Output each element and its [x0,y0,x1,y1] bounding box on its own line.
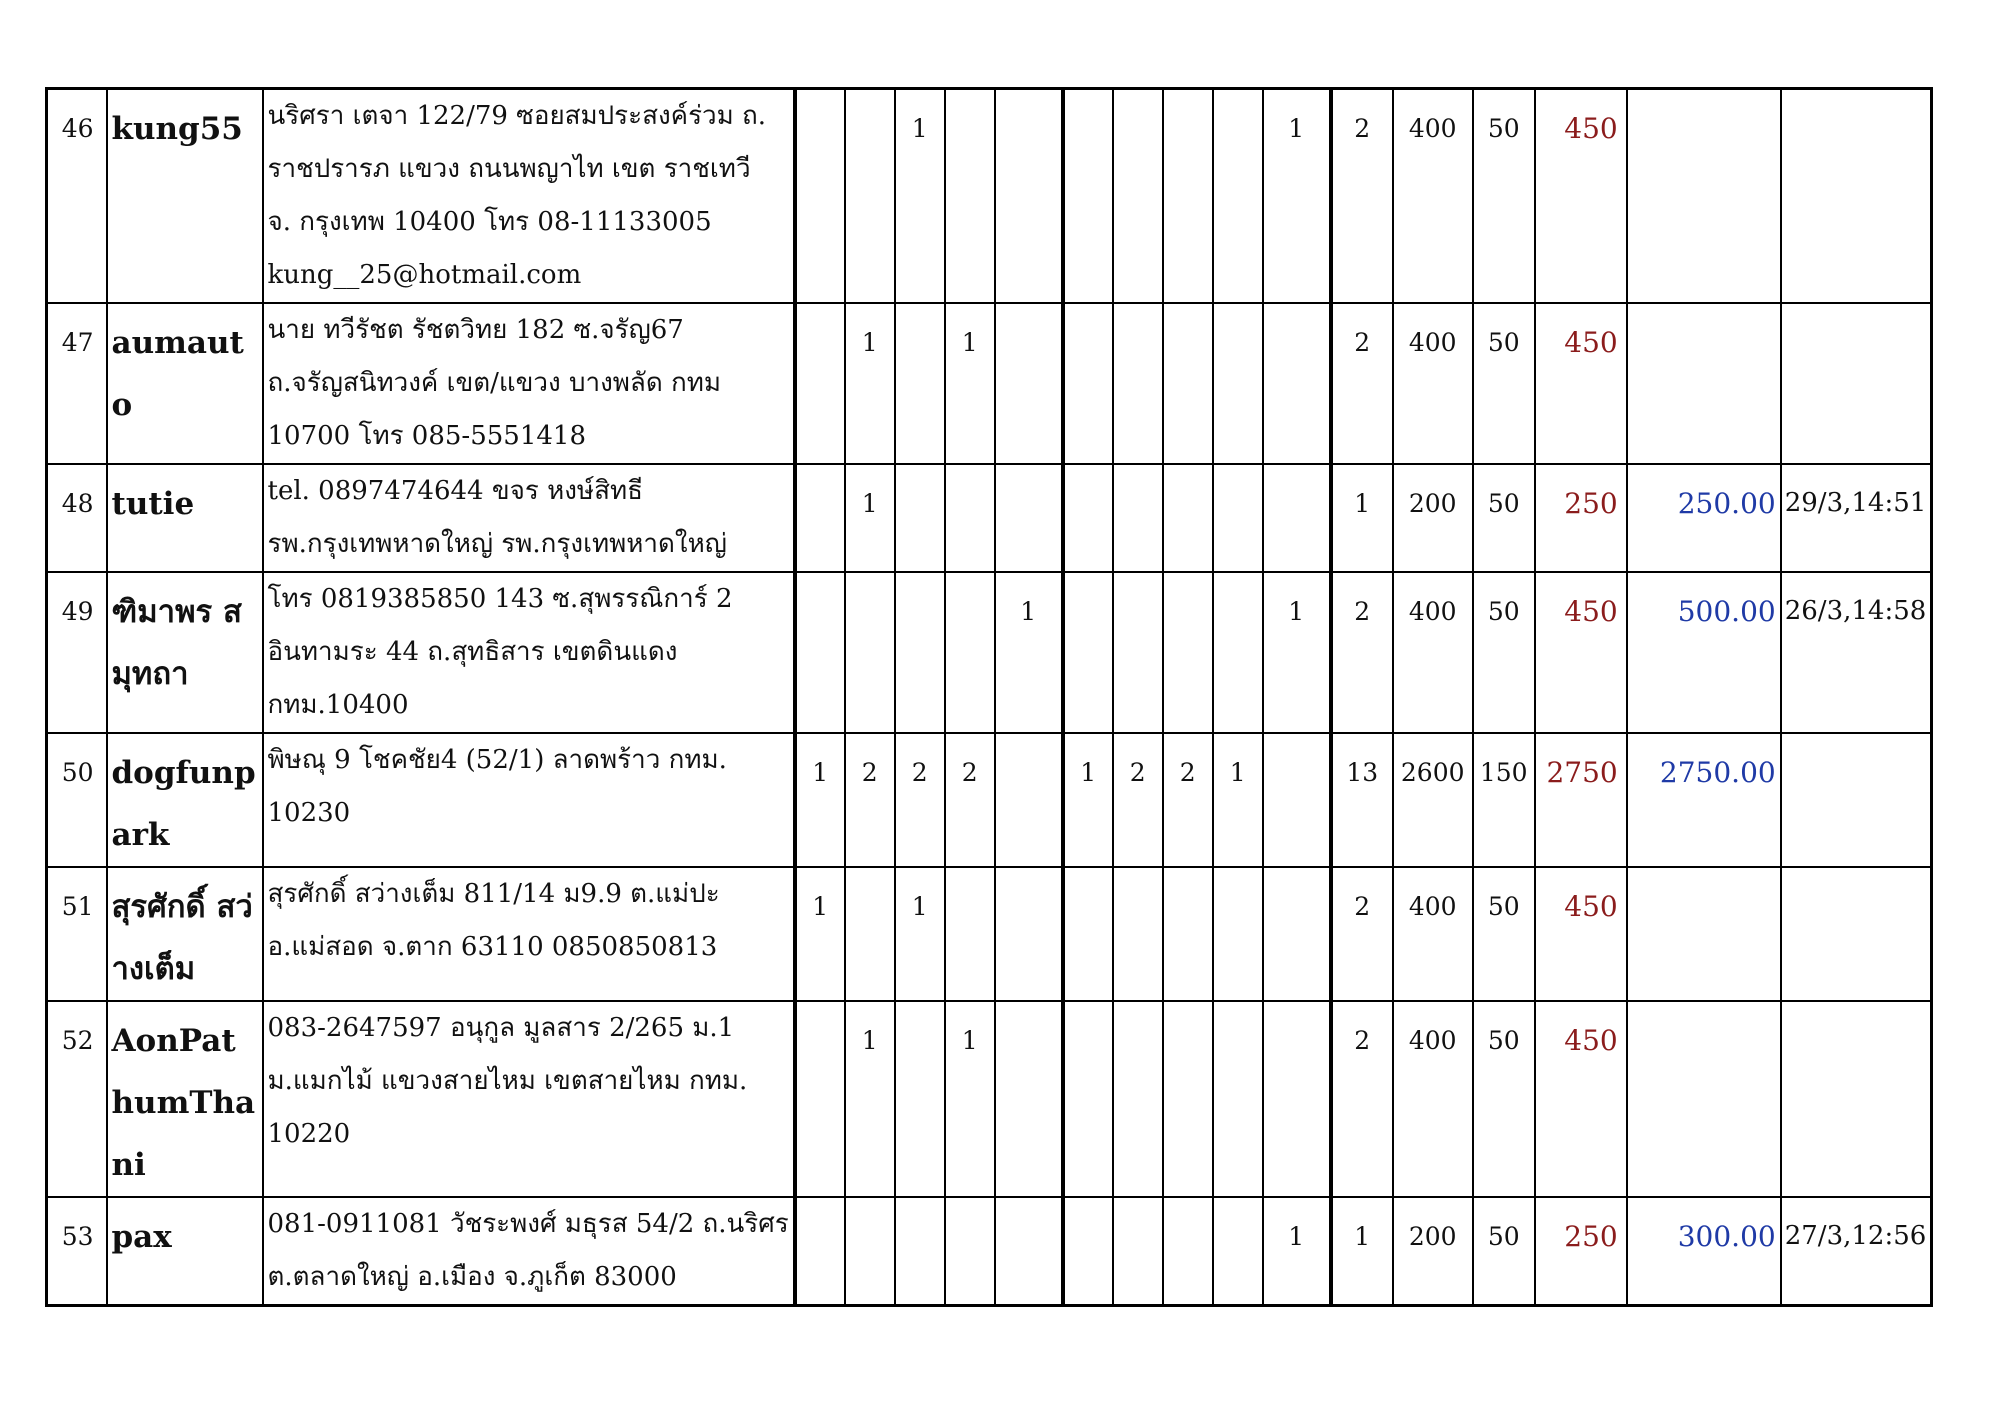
total-quantity-cell: 2 [1331,572,1393,733]
table-row [47,867,1932,1001]
address-cell [263,572,795,733]
username-cell: pax [107,1197,263,1306]
item-quantity-cell [995,733,1063,867]
item-quantity-cell [1113,89,1163,304]
item-quantity-cell [1263,464,1331,572]
username-cell: AonPathumThani [107,1001,263,1197]
shipping-cell: 50 [1473,867,1535,1001]
total-amount-cell: 450 [1535,572,1627,733]
address-line: อินทามระ 44 ถ.สุทธิสาร เขตดินแดง [267,637,678,667]
item-quantity-cell [1263,867,1331,1001]
total-amount-cell: 2750 [1535,733,1627,867]
username-cell: kung55 [107,89,263,304]
item-quantity-cell: 1 [1263,572,1331,733]
address-line: 081-0911081 วัชระพงศ์ มธุรส 54/2 ถ.นริศร [267,1209,789,1239]
item-quantity-cell: 1 [845,1001,895,1197]
item-quantity-cell: 1 [945,303,995,464]
item-quantity-cell: 1 [845,464,895,572]
address-line: ถ.จรัญสนิทวงค์ เขต/แขวง บางพลัด กทม [267,368,722,398]
address-cell [263,867,795,1001]
paid-amount-cell [1627,1001,1781,1197]
item-quantity-cell: 1 [795,733,845,867]
item-quantity-cell [1113,1001,1163,1197]
item-quantity-cell [1113,464,1163,572]
subtotal-cell: 200 [1393,464,1473,572]
item-quantity-cell [1213,1001,1263,1197]
table-row [47,89,1932,304]
paid-amount-cell: 500.00 [1627,572,1781,733]
subtotal-cell: 2600 [1393,733,1473,867]
subtotal-cell: 200 [1393,1197,1473,1306]
address-line: ม.แมกไม้ แขวงสายไหม เขตสายไหม กทม. [267,1066,748,1096]
username-cell: tutie [107,464,263,572]
total-quantity-cell: 2 [1331,1001,1393,1197]
item-quantity-cell [995,303,1063,464]
item-quantity-cell [1113,1197,1163,1306]
item-quantity-cell [1263,303,1331,464]
subtotal-cell: 400 [1393,867,1473,1001]
row-number-cell: 46 [47,89,107,304]
item-quantity-cell [795,303,845,464]
item-quantity-cell [1263,733,1331,867]
total-quantity-cell: 1 [1331,1197,1393,1306]
item-quantity-cell: 2 [1163,733,1213,867]
row-number-cell: 51 [47,867,107,1001]
address-line: tel. 0897474644 ขจร หงษ์สิทธี [267,476,643,506]
item-quantity-cell [1163,89,1213,304]
table-row [47,1001,1932,1197]
shipping-cell: 50 [1473,572,1535,733]
row-number-cell: 49 [47,572,107,733]
item-quantity-cell [1063,303,1113,464]
payment-time-cell [1781,89,1932,304]
item-quantity-cell [1163,303,1213,464]
address-cell [263,733,795,867]
item-quantity-cell [1163,572,1213,733]
item-quantity-cell [1213,89,1263,304]
address-line: จ. กรุงเทพ 10400 โทร 08-11133005 [267,207,712,237]
item-quantity-cell [995,1197,1063,1306]
payment-time-cell [1781,1001,1932,1197]
item-quantity-cell: 1 [995,572,1063,733]
item-quantity-cell [945,464,995,572]
address-line: สุรศักดิ์ สว่างเต็ม 811/14 ม9.9 ต.แม่ปะ [267,879,720,909]
paid-amount-cell: 300.00 [1627,1197,1781,1306]
item-quantity-cell [895,572,945,733]
item-quantity-cell: 1 [845,303,895,464]
item-quantity-cell [1063,572,1113,733]
item-quantity-cell: 2 [895,733,945,867]
item-quantity-cell: 1 [1063,733,1113,867]
item-quantity-cell: 1 [1263,89,1331,304]
total-quantity-cell: 2 [1331,303,1393,464]
address-line: ต.ตลาดใหญ่ อ.เมือง จ.ภูเก็ต 83000 [267,1262,677,1292]
payment-time-cell: 27/3,12:56 [1781,1197,1932,1306]
order-table [45,87,1933,1307]
row-number-cell: 50 [47,733,107,867]
paid-amount-cell [1627,867,1781,1001]
item-quantity-cell: 1 [1213,733,1263,867]
item-quantity-cell [995,867,1063,1001]
item-quantity-cell [1163,1197,1213,1306]
paid-amount-cell [1627,303,1781,464]
item-quantity-cell [1063,89,1113,304]
item-quantity-cell [1163,464,1213,572]
paid-amount-cell [1627,89,1781,304]
table-row [47,733,1932,867]
item-quantity-cell [895,303,945,464]
address-cell [263,1197,795,1306]
item-quantity-cell [1063,464,1113,572]
address-line: 10230 [267,798,351,828]
item-quantity-cell [795,464,845,572]
item-quantity-cell [995,1001,1063,1197]
item-quantity-cell [995,89,1063,304]
address-line: รพ.กรุงเทพหาดใหญ่ รพ.กรุงเทพหาดใหญ่ [267,529,727,559]
item-quantity-cell [1113,572,1163,733]
total-quantity-cell: 13 [1331,733,1393,867]
order-table-body [47,89,1932,1306]
item-quantity-cell [1213,1197,1263,1306]
table-row [47,303,1932,464]
username-cell: aumauto [107,303,263,464]
payment-time-cell: 29/3,14:51 [1781,464,1932,572]
item-quantity-cell [945,572,995,733]
total-amount-cell: 450 [1535,89,1627,304]
address-line: กทม.10400 [267,690,409,720]
item-quantity-cell [895,1001,945,1197]
item-quantity-cell [1163,867,1213,1001]
item-quantity-cell: 2 [945,733,995,867]
total-amount-cell: 250 [1535,464,1627,572]
address-cell [263,1001,795,1197]
table-row [47,572,1932,733]
shipping-cell: 50 [1473,89,1535,304]
address-cell [263,89,795,304]
item-quantity-cell [1213,572,1263,733]
payment-time-cell: 26/3,14:58 [1781,572,1932,733]
item-quantity-cell [1263,1001,1331,1197]
row-number-cell: 52 [47,1001,107,1197]
row-number-cell: 47 [47,303,107,464]
item-quantity-cell [1213,464,1263,572]
item-quantity-cell [895,1197,945,1306]
row-number-cell: 53 [47,1197,107,1306]
item-quantity-cell [945,89,995,304]
item-quantity-cell [845,89,895,304]
item-quantity-cell [895,464,945,572]
table-row [47,464,1932,572]
item-quantity-cell [845,572,895,733]
payment-time-cell [1781,303,1932,464]
total-quantity-cell: 1 [1331,464,1393,572]
shipping-cell: 50 [1473,1197,1535,1306]
paid-amount-cell: 250.00 [1627,464,1781,572]
item-quantity-cell [1113,303,1163,464]
subtotal-cell: 400 [1393,572,1473,733]
total-amount-cell: 450 [1535,1001,1627,1197]
item-quantity-cell [795,1197,845,1306]
item-quantity-cell [845,1197,895,1306]
username-cell: dogfunpark [107,733,263,867]
username-cell: ฑิมาพร สมุทถา [107,572,263,733]
total-amount-cell: 450 [1535,303,1627,464]
item-quantity-cell: 1 [1263,1197,1331,1306]
address-line: kung__25@hotmail.com [267,260,582,290]
item-quantity-cell [1113,867,1163,1001]
item-quantity-cell: 2 [845,733,895,867]
address-line: ราชปรารภ แขวง ถนนพญาไท เขต ราชเทวี [267,154,751,184]
item-quantity-cell [795,1001,845,1197]
payment-time-cell [1781,867,1932,1001]
item-quantity-cell [795,89,845,304]
total-amount-cell: 450 [1535,867,1627,1001]
item-quantity-cell [1213,303,1263,464]
item-quantity-cell [1063,1001,1113,1197]
address-line: อ.แม่สอด จ.ตาก 63110 0850850813 [267,932,718,962]
item-quantity-cell [995,464,1063,572]
item-quantity-cell [945,1197,995,1306]
total-quantity-cell: 2 [1331,867,1393,1001]
shipping-cell: 50 [1473,464,1535,572]
paid-amount-cell: 2750.00 [1627,733,1781,867]
item-quantity-cell [1213,867,1263,1001]
item-quantity-cell: 1 [795,867,845,1001]
item-quantity-cell [795,572,845,733]
subtotal-cell: 400 [1393,303,1473,464]
shipping-cell: 50 [1473,303,1535,464]
item-quantity-cell: 1 [895,867,945,1001]
address-cell [263,303,795,464]
item-quantity-cell [1063,867,1113,1001]
table-row [47,1197,1932,1306]
subtotal-cell: 400 [1393,89,1473,304]
shipping-cell: 50 [1473,1001,1535,1197]
row-number-cell: 48 [47,464,107,572]
payment-time-cell [1781,733,1932,867]
item-quantity-cell [845,867,895,1001]
subtotal-cell: 400 [1393,1001,1473,1197]
item-quantity-cell [1163,1001,1213,1197]
total-amount-cell: 250 [1535,1197,1627,1306]
address-line: 10220 [267,1119,351,1149]
address-line: 10700 โทร 085-5551418 [267,421,587,451]
address-line: พิษณุ 9 โชคชัย4 (52/1) ลาดพร้าว กทม. [267,745,727,775]
address-line: นาย ทวีรัชต รัชตวิทย 182 ซ.จรัญ67 [267,315,684,345]
shipping-cell: 150 [1473,733,1535,867]
address-line: โทร 0819385850 143 ซ.สุพรรณิการ์ 2 [267,584,733,614]
item-quantity-cell: 1 [945,1001,995,1197]
address-cell [263,464,795,572]
item-quantity-cell [945,867,995,1001]
username-cell: สุรศักดิ์ สว่างเต็ม [107,867,263,1001]
item-quantity-cell: 1 [895,89,945,304]
total-quantity-cell: 2 [1331,89,1393,304]
address-line: 083-2647597 อนุกูล มูลสาร 2/265 ม.1 [267,1013,735,1043]
item-quantity-cell [1063,1197,1113,1306]
address-line: นริศรา เตจา 122/79 ซอยสมประสงค์ร่วม ถ. [267,101,767,131]
item-quantity-cell: 2 [1113,733,1163,867]
